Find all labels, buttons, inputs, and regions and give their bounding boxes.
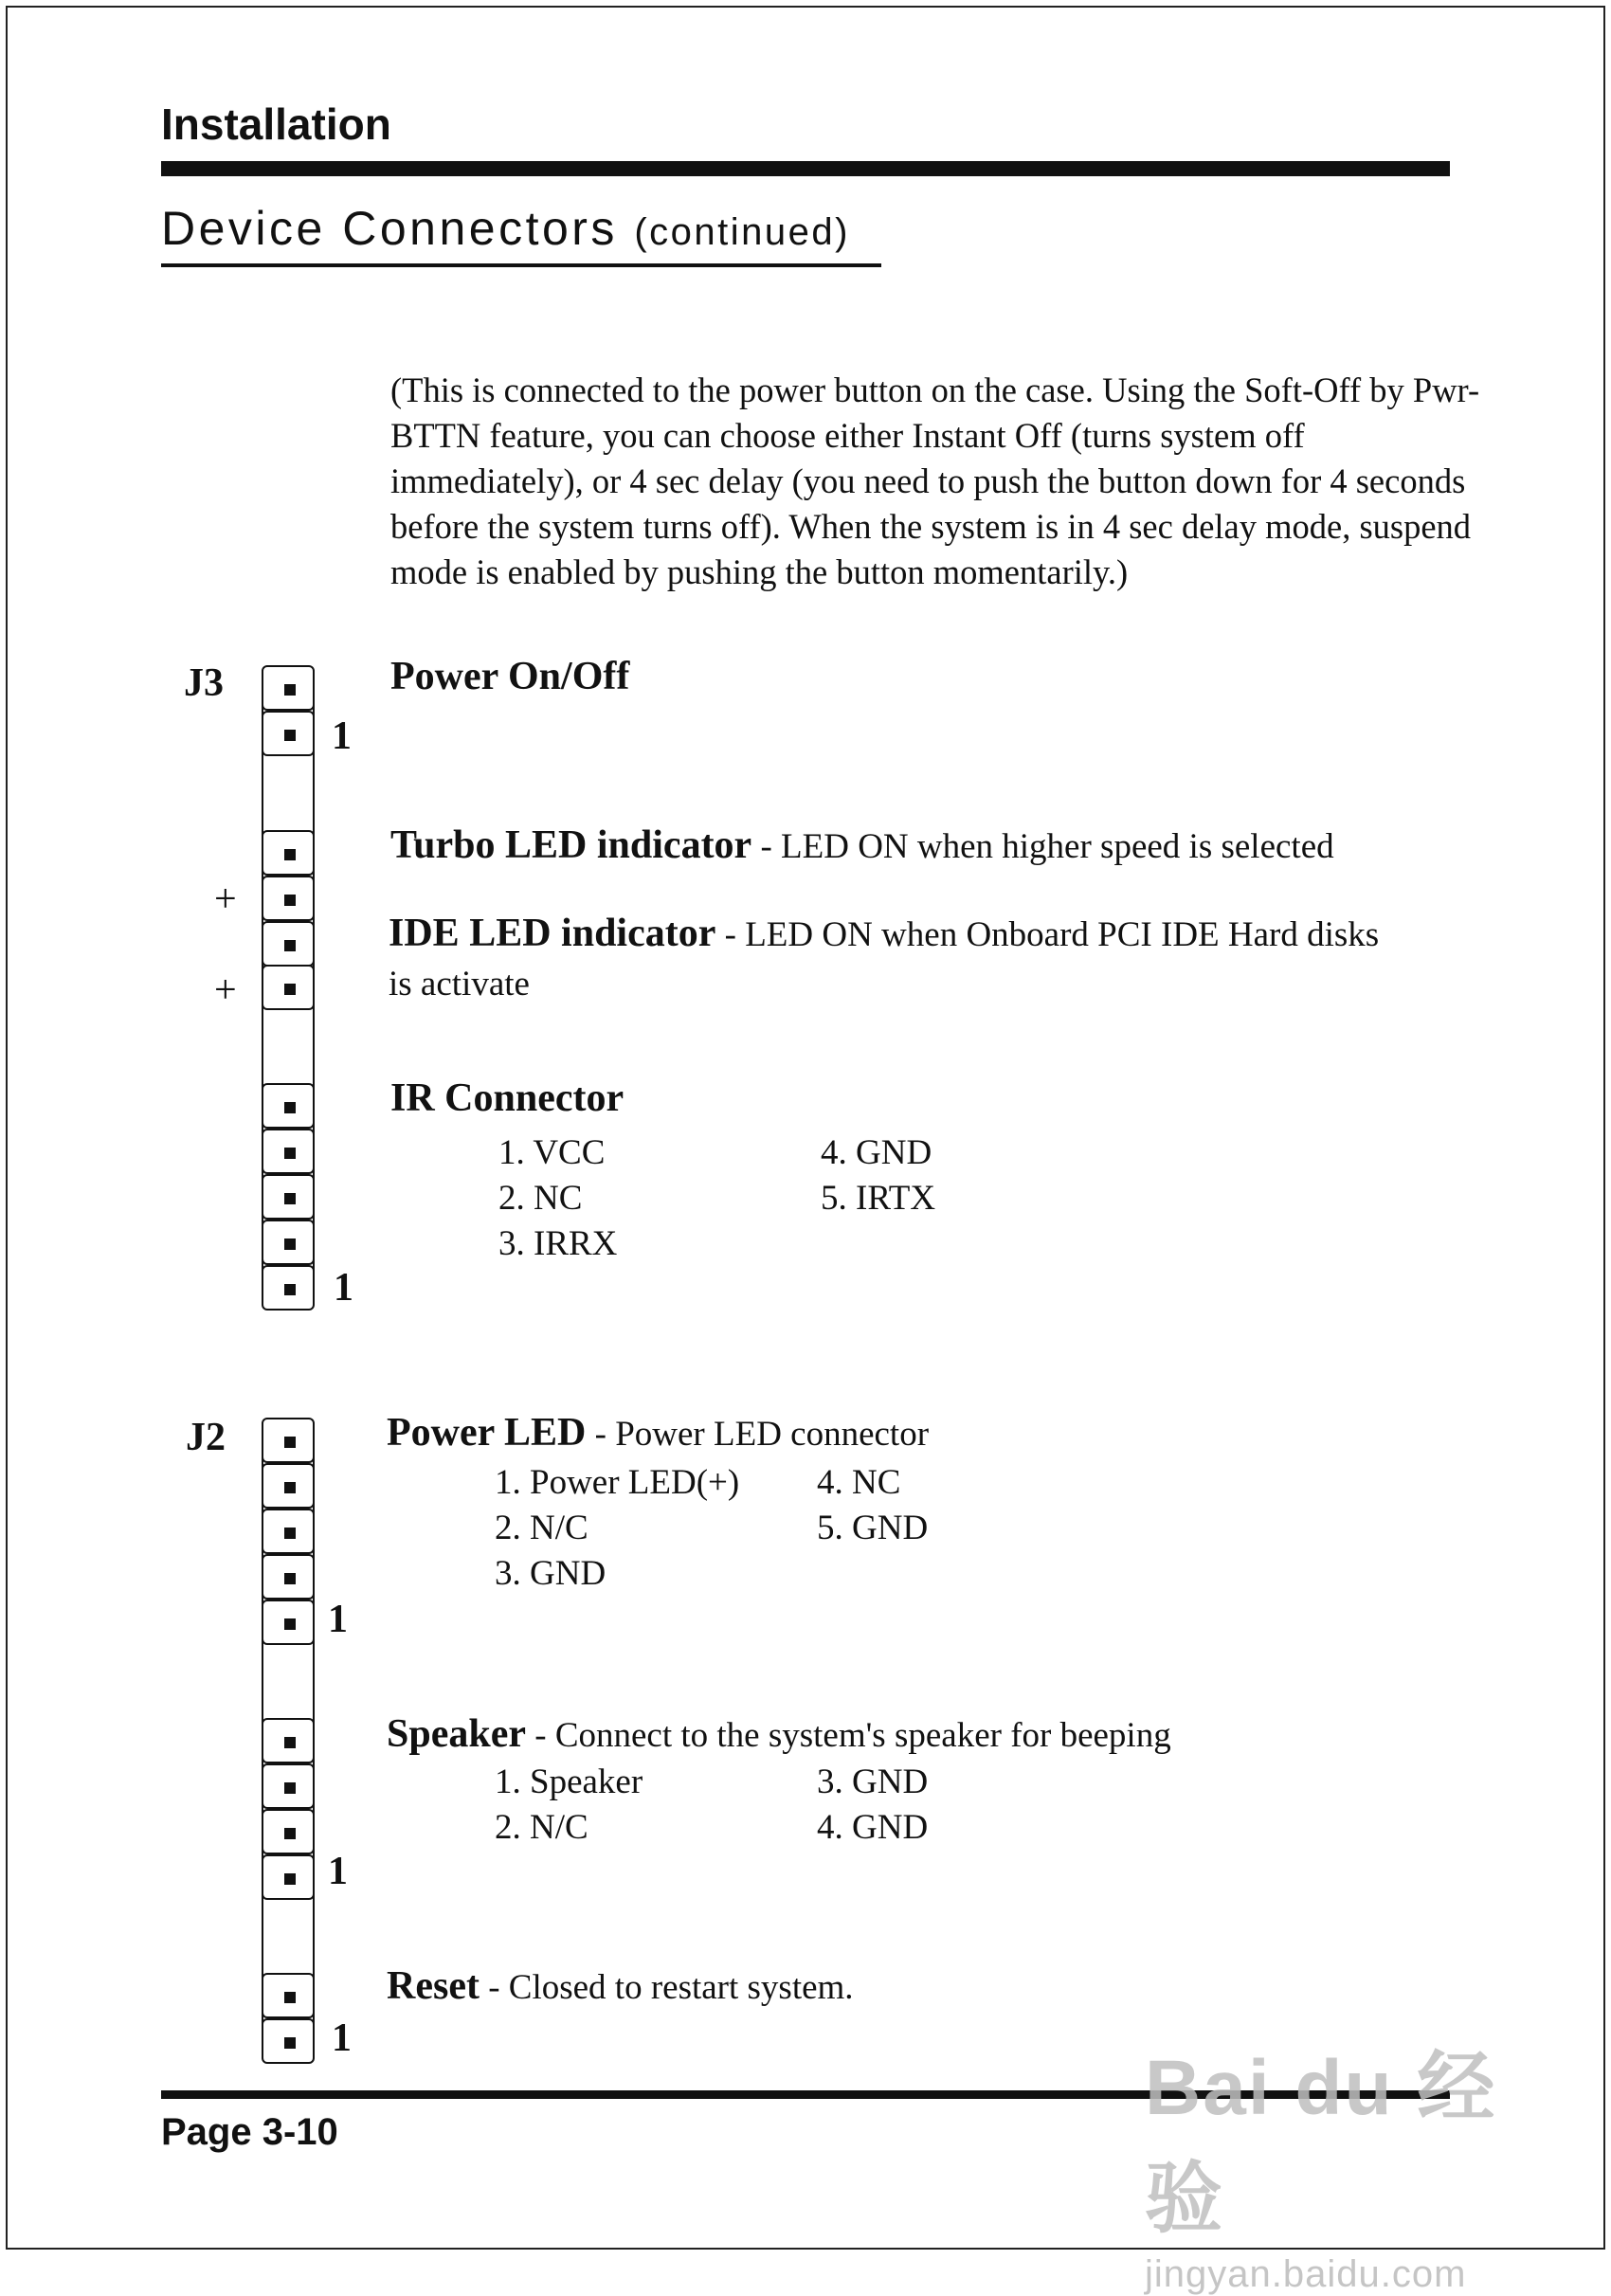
speaker-pin: 3. GND — [817, 1763, 929, 1801]
baidu-watermark — [1145, 2026, 1524, 2296]
j2-pin — [262, 1809, 315, 1854]
power-led-pin: 4. NC — [817, 1463, 901, 1502]
page-title — [161, 202, 850, 255]
page-number: Page 3-10 — [161, 2111, 338, 2153]
j2-pin1-marker: 1 — [328, 1598, 348, 1641]
j2-pin1-marker: 1 — [328, 1850, 348, 1893]
power-led-title: Power LED — [387, 1411, 587, 1455]
ir-pin: 1. VCC — [498, 1133, 606, 1172]
intro-paragraph: (This is connected to the power button on the case. Using the Soft-Off by Pwr-BTTN feature, you can choose either Instant Off (turns system off immediately), or 4 sec delay (you need to push the button down for 4 seconds before the system turns off). When the system is in 4 sec delay mode, suspend mode is enabled by pushing the button momentarily.) — [390, 371, 1480, 591]
speaker-title: Speaker — [387, 1712, 526, 1756]
page-title-main: Device Connectors — [161, 202, 618, 255]
power-led-desc: - Power LED connector — [586, 1415, 930, 1454]
speaker-entry — [387, 1711, 1171, 1757]
j2-pin — [262, 1973, 315, 2018]
header-rule — [161, 161, 1450, 176]
ide-led-desc: - LED ON when Onboard PCI IDE Hard disks — [715, 915, 1380, 954]
title-underline — [161, 263, 881, 267]
j3-label: J3 — [184, 661, 224, 705]
j2-pin — [262, 1854, 315, 1900]
turbo-led-entry — [390, 823, 1334, 868]
reset-title: Reset — [387, 1964, 480, 2008]
j3-pin1-marker: 1 — [332, 714, 352, 758]
j2-pin — [262, 1763, 315, 1809]
j2-pin — [262, 1718, 315, 1763]
j3-pin — [262, 665, 315, 711]
j2-pin — [262, 1554, 315, 1600]
speaker-desc: - Connect to the system's speaker for beeping — [526, 1716, 1171, 1755]
j3-pin — [262, 921, 315, 967]
ir-pin: 2. NC — [498, 1179, 583, 1218]
turbo-led-plus-marker: + — [214, 877, 237, 921]
power-led-pin: 5. GND — [817, 1509, 929, 1547]
reset-entry — [387, 1963, 854, 2009]
ide-led-entry — [389, 911, 1379, 956]
j2-pin — [262, 1600, 315, 1645]
j3-pin — [262, 830, 315, 876]
j3-pin1-marker: 1 — [334, 1266, 353, 1310]
watermark-url: jingyan.baidu.com — [1145, 2253, 1467, 2295]
j3-pin — [262, 1129, 315, 1174]
turbo-led-desc: - LED ON when higher speed is selected — [751, 827, 1334, 866]
j2-pin — [262, 1463, 315, 1509]
section-heading: Installation — [161, 99, 391, 149]
ir-connector-title: IR Connector — [390, 1076, 624, 1120]
power-led-entry — [387, 1410, 929, 1455]
page-border — [6, 6, 1605, 2250]
ir-connector-entry — [390, 1076, 624, 1121]
j3-pin — [262, 965, 315, 1010]
ir-pin: 4. GND — [821, 1133, 932, 1172]
ir-pin: 5. IRTX — [821, 1179, 936, 1218]
power-led-pin: 3. GND — [495, 1554, 606, 1593]
ide-led-plus-marker: + — [214, 968, 237, 1012]
ir-pin: 3. IRRX — [498, 1224, 618, 1263]
ide-led-desc-cont: is activate — [389, 965, 530, 1003]
watermark-logo: Bai du 经验 — [1145, 2045, 1497, 2242]
j3-pin — [262, 876, 315, 921]
j3-pin — [262, 1265, 315, 1311]
power-onoff-entry — [390, 654, 629, 699]
power-led-pin: 1. Power LED(+) — [495, 1463, 740, 1502]
power-led-pin: 2. N/C — [495, 1509, 588, 1547]
page-title-suffix: (continued) — [634, 211, 850, 253]
j3-pin — [262, 711, 315, 756]
speaker-pin: 2. N/C — [495, 1808, 588, 1847]
j2-pin — [262, 2018, 315, 2064]
ide-led-title: IDE LED indicator — [389, 912, 716, 955]
j2-label: J2 — [186, 1416, 226, 1459]
speaker-pin: 4. GND — [817, 1808, 929, 1847]
j2-pin — [262, 1509, 315, 1554]
reset-desc: - Closed to restart system. — [479, 1968, 854, 2007]
turbo-led-title: Turbo LED indicator — [390, 823, 752, 867]
power-onoff-title: Power On/Off — [390, 655, 630, 698]
j3-pin — [262, 1174, 315, 1220]
j2-pin — [262, 1418, 315, 1463]
j3-pin — [262, 1220, 315, 1265]
j2-pin1-marker: 1 — [332, 2016, 352, 2060]
speaker-pin: 1. Speaker — [495, 1763, 643, 1801]
j3-pin — [262, 1083, 315, 1129]
